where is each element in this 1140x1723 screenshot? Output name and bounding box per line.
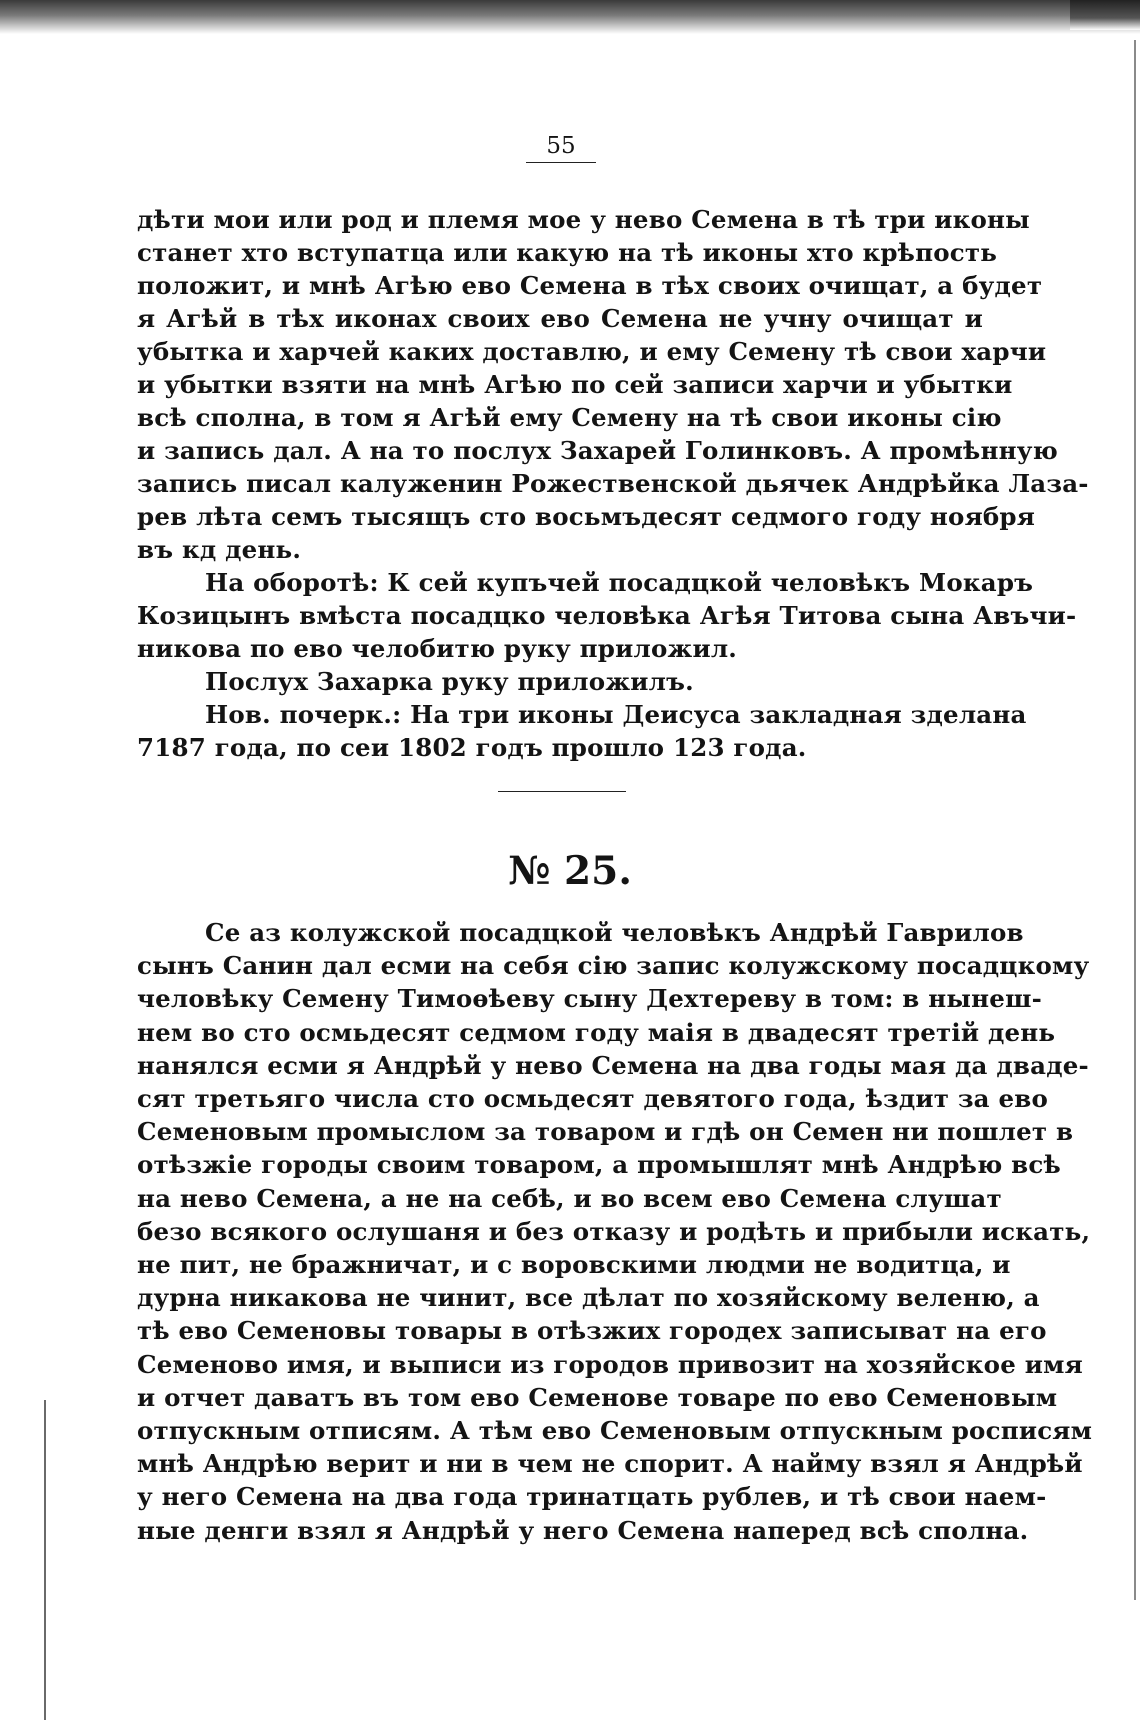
text-line: дурна никакова не чинит, все дѣлат по хозяйскому веленю, а bbox=[137, 1283, 1040, 1313]
text-line: и убытки взяти на мнѣ Агѣю по сей записи харчи и убытки bbox=[137, 370, 1013, 399]
text-line: 7187 года, по сеи 1802 годъ прошло 123 года. bbox=[137, 733, 807, 762]
text-line: Послух Захарка руку приложилъ. bbox=[205, 667, 694, 696]
previous-document-text bbox=[137, 203, 1089, 764]
text-line: ные денги взял я Андрѣй у него Семена наперед всѣ сполна. bbox=[137, 1515, 1029, 1545]
text-line: сят третьяго числа сто осмьдесят девятого года, ѣздит за ево bbox=[137, 1084, 1049, 1114]
text-line: не пит, не бражничат, и с воровскими людми не водитца, и bbox=[137, 1250, 1011, 1280]
text-line: сынъ Санин дал есми на себя сію запис колужскому посадцкому bbox=[137, 951, 1090, 981]
text-line: Нов. почерк.: На три иконы Деисуса закладная зделана bbox=[205, 700, 1027, 729]
text-line: мнѣ Андрѣю верит и ни в чем не спорит. А найму взял я Андрѣй bbox=[137, 1449, 1083, 1479]
document-25-text bbox=[137, 916, 1093, 1547]
section-divider bbox=[498, 791, 626, 792]
text-line: у него Семена на два года тринатцать рублев, и тѣ свои наем- bbox=[137, 1482, 1047, 1512]
text-line: тѣ ево Семеновы товары в отѣзжих городех записыват на его bbox=[137, 1316, 1047, 1346]
text-line: нем во сто осмьдесят седмом году маія в двадесят третій день bbox=[137, 1017, 1056, 1047]
text-line: дѣти мои или род и племя мое у нево Семена в тѣ три иконы bbox=[137, 205, 1030, 234]
scan-right-edge bbox=[1134, 40, 1136, 1600]
text-line: Семеново имя, и выписи из городов привозит на хозяйское имя bbox=[137, 1349, 1083, 1379]
text-line: отпускным отписям. А тѣм ево Семеновым отпускным росписям bbox=[137, 1416, 1093, 1446]
text-line: въ кд день. bbox=[137, 535, 302, 564]
document-number-heading: № 25. bbox=[508, 848, 632, 894]
text-line: запись писал калуженин Рожественской дьячек Андрѣйка Лаза- bbox=[137, 469, 1089, 498]
text-line: Козицынъ вмѣста посадцко человѣка Агѣя Титова сына Авъчи- bbox=[137, 601, 1077, 630]
scan-top-shadow bbox=[0, 0, 1140, 34]
page-number: 55 bbox=[526, 133, 596, 163]
text-line: нанялся есми я Андрѣй у нево Семена на два годы мая да дваде- bbox=[137, 1050, 1089, 1080]
text-line: на нево Семена, а не на себѣ, и во всем ево Семена слушат bbox=[137, 1183, 1002, 1213]
text-line: рев лѣта семъ тысящъ сто восьмъдесят седмого году ноября bbox=[137, 502, 1036, 531]
text-line: человѣку Семену Тимоѳѣеву сыну Дехтереву в том: в нынеш- bbox=[137, 984, 1042, 1014]
text-line: безо всякого ослушаня и без отказу и родѣть и прибыли искать, bbox=[137, 1216, 1091, 1246]
text-line: всѣ сполна, в том я Агѣй ему Семену на тѣ свои иконы сію bbox=[137, 403, 1002, 432]
text-line: и запись дал. А на то послух Захарей Голинковъ. А промѣнную bbox=[137, 436, 1058, 465]
text-line: положит, и мнѣ Агѣю ево Семена в тѣх своих очищат, а будет bbox=[137, 271, 1043, 300]
scan-left-edge bbox=[44, 1400, 46, 1720]
text-line: На оборотѣ: К сей купъчей посадцкой человѣкъ Мокаръ bbox=[205, 568, 1034, 597]
text-line: Се аз колужской посадцкой человѣкъ Андрѣй Гаврилов bbox=[205, 918, 1024, 947]
text-line: станет хто вступатца или какую на тѣ иконы хто крѣпость bbox=[137, 238, 998, 267]
text-line: никова по ево челобитю руку приложил. bbox=[137, 634, 738, 663]
scan-top-right-shadow bbox=[1070, 0, 1140, 30]
text-line: отѣзжіе городы своим товаром, а промышлят мнѣ Андрѣю всѣ bbox=[137, 1150, 1061, 1180]
text-line: Семеновым промыслом за товаром и гдѣ он Семен ни пошлет в bbox=[137, 1117, 1074, 1147]
text-line: я Агѣй в тѣх иконах своих ево Семена не учну очищат и bbox=[137, 304, 983, 333]
text-line: убытка и харчей каких доставлю, и ему Семену тѣ свои харчи bbox=[137, 337, 1047, 366]
text-line: и отчет даватъ въ том ево Семенове товаре по ево Семеновым bbox=[137, 1382, 1058, 1412]
